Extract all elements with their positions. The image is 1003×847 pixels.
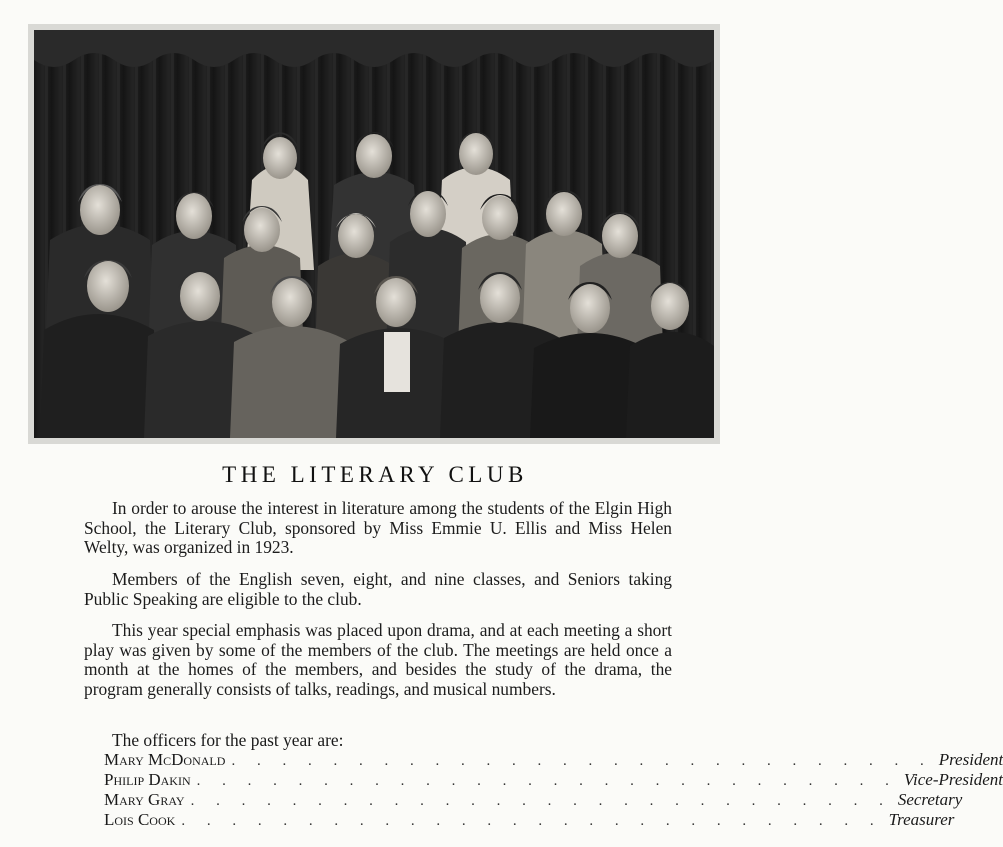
officer-row: [104, 770, 1003, 790]
officer-row: [104, 810, 955, 830]
officers-list: [104, 750, 1003, 830]
officers-intro: The officers for the past year are:: [112, 730, 344, 750]
dot-leader: . . . . . . . . . . . . . . . . . . . . . . . . . . . .: [196, 773, 898, 789]
officer-row: [104, 750, 1003, 770]
officer-role: Treasurer: [888, 810, 955, 829]
officer-name: Mary McDonald: [104, 750, 226, 769]
officer-name: Philip Dakin: [104, 770, 191, 789]
officer-role: President: [938, 750, 1003, 769]
group-photo: [34, 30, 714, 438]
paragraph-activities: This year special emphasis was placed upon drama, and at each meeting a short play was given by some of the members of the club. The meetings are held once a month at the homes of the members, and besides the study of the drama, the program generally consists of talks, readings, and musical numbers.: [84, 620, 672, 699]
officer-role: Secretary: [897, 790, 963, 809]
group-photo-frame: [28, 24, 720, 444]
page-title: THE LITERARY CLUB: [222, 462, 528, 487]
officer-name: Mary Gray: [104, 790, 185, 809]
officer-row: [104, 790, 963, 810]
officer-role: Vice-President: [903, 770, 1003, 789]
paragraph-eligibility: Members of the English seven, eight, and nine classes, and Seniors taking Public Speaking are eligible to the club.: [84, 569, 672, 609]
officer-name: Lois Cook: [104, 810, 176, 829]
paragraph-intro: In order to arouse the interest in literature among the students of the Elgin High School, the Literary Club, sponsored by Miss Emmie U. Ellis and Miss Helen Welty, was organized in 1923.: [84, 498, 672, 558]
dot-leader: . . . . . . . . . . . . . . . . . . . . . . . . . . . .: [181, 813, 883, 829]
group-photo-image: [34, 30, 714, 438]
dot-leader: . . . . . . . . . . . . . . . . . . . . . . . . . . . .: [231, 753, 933, 769]
dot-leader: . . . . . . . . . . . . . . . . . . . . . . . . . . . .: [190, 793, 892, 809]
